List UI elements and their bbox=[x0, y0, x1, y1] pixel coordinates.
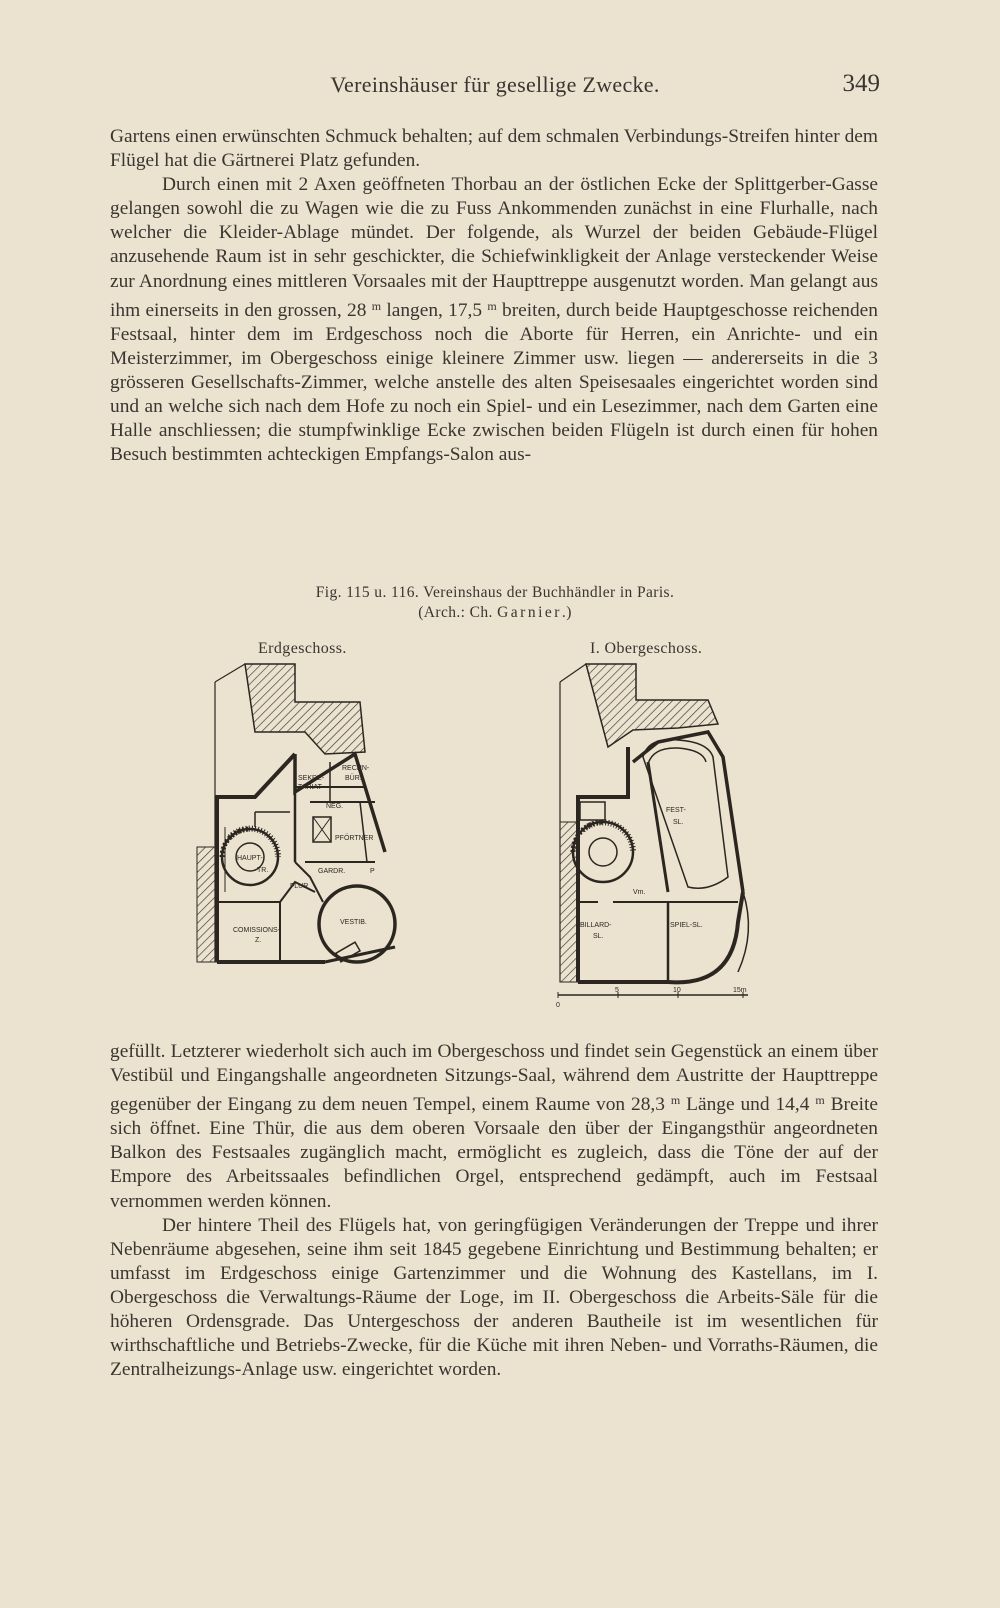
text-segment: gefüllt. Letzterer wiederholt sich auch im Obergeschoss und findet sein Gegenstück an einem über Vestibül und Eingangshalle angeordneten Sitzungs-Saal, während dem Austritte der Haupttreppe gegenüber der Eingang zu dem neuen Tempel, einem Raume von 28,3 bbox=[110, 1041, 878, 1116]
scale-label-0: 0 bbox=[556, 1002, 560, 1009]
body-text-top bbox=[110, 125, 878, 467]
label-pfortner: PFÖRTNER bbox=[335, 835, 374, 842]
label-sekre: SEKRE- bbox=[298, 775, 325, 782]
spielsaal-bay bbox=[668, 892, 748, 982]
unit-superscript: m bbox=[371, 298, 382, 313]
label-tariat: TARIAT bbox=[298, 784, 322, 791]
paragraph-gartens: Gartens einen erwünschten Schmuck behalten; auf dem schmalen Verbindungs-Streifen hinter dem Flügel hat die Gärtnerei Platz gefunden. bbox=[110, 126, 878, 172]
label-gardr: GARDR. bbox=[318, 868, 346, 875]
label-flur: FLUR bbox=[290, 883, 309, 890]
label-rechn: RECHN- bbox=[342, 765, 370, 772]
label-spiel: SPIEL-SL. bbox=[670, 922, 703, 929]
label-vestib: VESTIB. bbox=[340, 919, 367, 926]
paragraph-thorbau bbox=[110, 173, 878, 467]
label-billard: BILLARD- bbox=[580, 922, 612, 929]
figure-caption bbox=[110, 583, 880, 623]
text-segment: Breite sich öffnet. Eine Thür, die aus dem oberen Vorsaale den über der Eingangsthür angeordneten Balkon des Festsaales zugänglich macht, ermöglicht es zugleich, dass die Töne der auf der Empore des Arbeitssaales befindlichen Orgel, entsprechend gedämpft, auch im Festsaal vernommen werden können. bbox=[110, 1094, 878, 1212]
plan-title-erdgeschoss: Erdgeschoss. bbox=[258, 640, 347, 657]
main-staircase bbox=[222, 812, 290, 885]
label-haupt: HAUPT- bbox=[237, 855, 263, 862]
label-vm: Vm. bbox=[633, 889, 646, 896]
text-segment: breiten, durch beide Hauptgeschosse reichenden Festsaal, hinter dem im Erdgeschoss noch die Aborte für Herren, ein Anrichte- und ein Meisterzimmer, im Obergeschoss einige kleinere Zimmer usw. liegen — andererseits in die 3 grösseren Gesellschafts-Zimmer, welche anstelle des alten Speisesaales eingerichtet worden sind und an welche sich nach dem Hofe zu noch ein Spiel- und ein Lesezimmer, nach dem Garten eine Halle anschliessen; die stumpfwinklige Ecke zwischen beiden Flügeln ist durch einen für hohen Besuch bestimmten achteckigen Empfangs-Salon aus- bbox=[110, 299, 878, 466]
paragraph-gefuellt bbox=[110, 1040, 878, 1214]
main-staircase bbox=[573, 802, 633, 882]
paragraph-hintere-theil: Der hintere Theil des Flügels hat, von geringfügigen Veränderungen der Treppe und ihrer Nebenräume abgesehen, seine ihm seit 1845 gegebene Einrichtung und Bestimmung behalten; er umfasst im Erdgeschoss einige Gartenzimmer und die Wohnung des Kastellans, im I. Obergeschoss die Verwaltungs-Räume der Loge, im II. Obergeschoss die Arbeits-Säle für die höheren Ordensgrade. Das Untergeschoss der anderen Bautheile ist im wesentlichen für wirthschaftliche und Betriebs-Zwecke, für die Küche mit ihren Neben- und Vorraths-Räumen, die Zentralheizungs-Anlage usw. eingerichtet worden. bbox=[110, 1214, 878, 1381]
scale-bar bbox=[558, 992, 748, 998]
scale-label-10: 10 bbox=[673, 987, 681, 994]
label-bur: BÜR. bbox=[345, 775, 362, 782]
unit-superscript: m bbox=[670, 1093, 681, 1108]
architect-name: Garnier bbox=[497, 604, 562, 621]
label-sl: SL. bbox=[673, 819, 684, 826]
text-segment: langen, 17,5 bbox=[381, 299, 483, 321]
scale-label-5: 5 bbox=[615, 987, 619, 994]
architect-suffix: .) bbox=[561, 604, 572, 621]
label-tr: TR. bbox=[257, 867, 269, 874]
unit-superscript: m bbox=[815, 1093, 825, 1108]
interior-walls bbox=[217, 827, 323, 962]
text-segment: Länge und 14,4 bbox=[680, 1094, 810, 1116]
scale-label-15: 15m bbox=[733, 987, 747, 994]
plan-title-obergeschoss: I. Obergeschoss. bbox=[590, 640, 703, 657]
text-segment: Durch einen mit 2 Axen geöffneten Thorbau an der östlichen Ecke der Splittgerber-Gasse gelangen sowohl die zu Wagen wie die zu Fuss Ankommenden zunächst in eine Flurhalle, nach welcher die Kleider-Ablage mündet. Der folgende, als Wurzel der beiden Gebäude-Flügel anzusehende Raum ist in sehr geschickter, die Schiefwinkligkeit der Anlage versteckender Weise zur Anordnung eines mittleren Vorsaales mit der Haupttreppe ausgenutzt worden. Man gelangt aus ihm einerseits in den grossen, 28 bbox=[110, 174, 878, 321]
unit-superscript: m bbox=[487, 298, 497, 313]
page-number: 349 bbox=[842, 70, 880, 97]
label-comissions: COMISSIONS- bbox=[233, 927, 281, 934]
running-title: Vereinshäuser für gesellige Zwecke. bbox=[330, 72, 660, 97]
neighbor-building-hatch bbox=[560, 664, 718, 982]
label-p: P bbox=[370, 868, 375, 875]
label-z: Z. bbox=[255, 937, 262, 944]
figure-caption-title: Fig. 115 u. 116. Vereinshaus der Buchhändler in Paris. bbox=[315, 584, 675, 601]
floor-plan-erdgeschoss bbox=[195, 662, 425, 1002]
label-neg: NEG. bbox=[326, 803, 344, 810]
label-billard-sl: SL. bbox=[593, 933, 604, 940]
label-fest: FEST- bbox=[666, 807, 686, 814]
architect-prefix: (Arch.: Ch. bbox=[418, 604, 498, 621]
running-head bbox=[110, 72, 880, 102]
figure-caption-architect bbox=[110, 603, 880, 623]
floor-plan-obergeschoss bbox=[558, 662, 778, 1022]
body-text-bottom bbox=[110, 1040, 878, 1382]
